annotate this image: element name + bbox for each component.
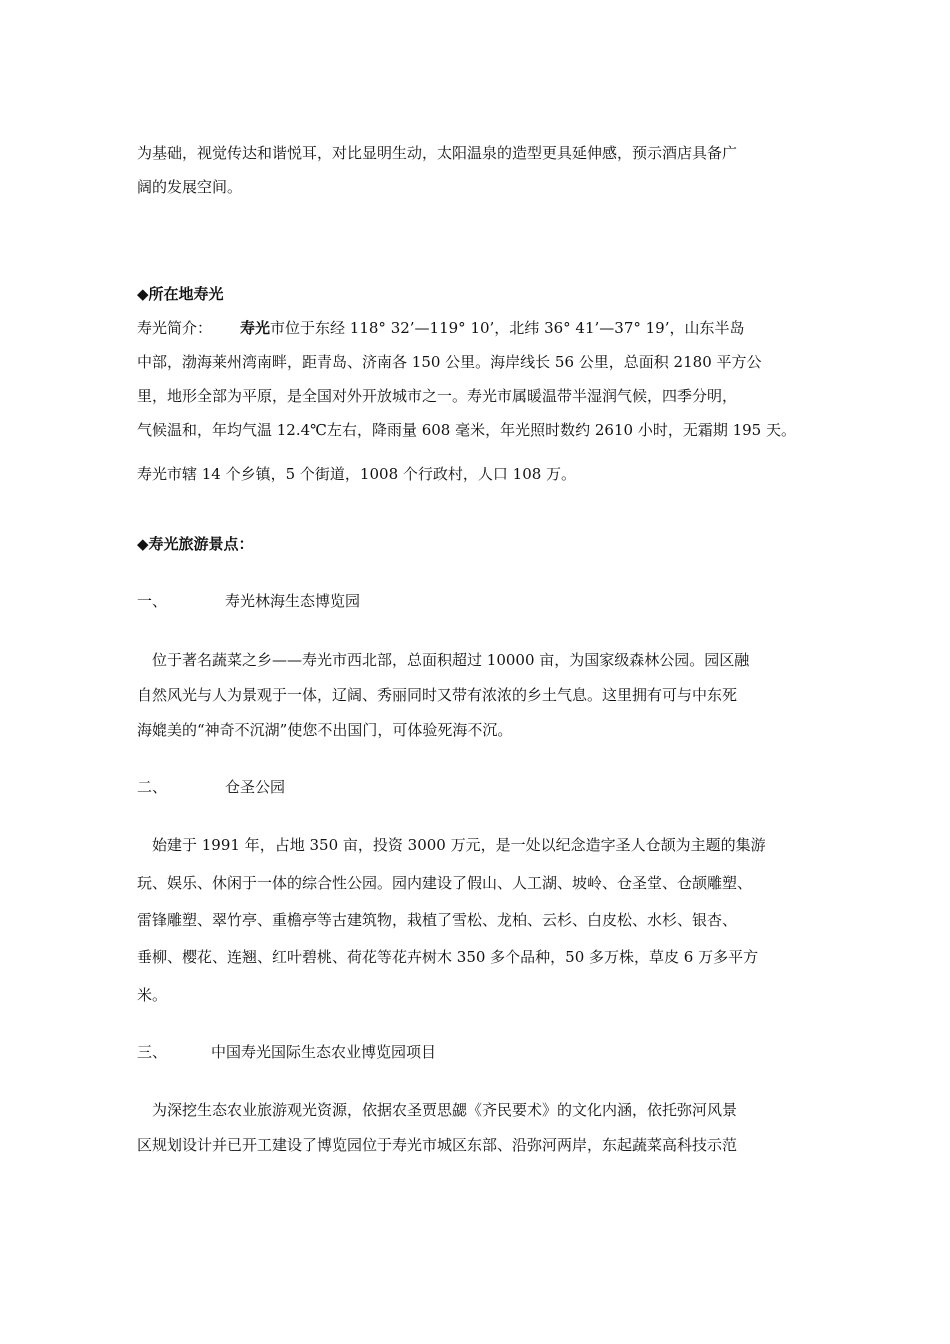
attraction-paragraph-line: 米。 [137,986,168,1004]
section-heading-location: ◆所在地寿光 [137,285,224,303]
attraction-paragraph-line: 自然风光与人为景观于一体，辽阔、秀丽同时又带有浓浓的乡土气息。这里拥有可与中东死 [137,686,738,704]
attraction-item-heading [137,777,285,797]
attraction-paragraph-line [137,1100,737,1120]
attraction-title: 仓圣公园 [225,778,286,796]
attraction-title: 寿光林海生态博览园 [225,592,361,610]
location-line: 里，地形全部为平原，是全国对外开放城市之一。寿光市属暖温带半湿润气候，四季分明， [137,387,738,405]
attraction-paragraph-line: 垂柳、樱花、连翘、红叶碧桃、荷花等花卉树木 350 多个品种，50 多万株，草皮 6 万多平方 [137,948,759,966]
location-line1-rest: 市位于东经 118° 32’—119° 10’，北纬 36° 41’—37° 19’，山东半岛 [270,319,745,337]
attraction-title: 中国寿光国际生态农业博览园项目 [211,1043,437,1061]
attraction-text: 始建于 1991 年，占地 350 亩，投资 3000 万元，是一处以纪念造字圣人仓颉为主题的集游 [152,836,766,854]
location-line: 气候温和，年均气温 12.4℃左右，降雨量 608 毫米，年光照时数约 2610 小时，无霜期 195 天。 [137,421,796,439]
location-intro-line [137,318,745,338]
location-bold-term: 寿光 [240,319,271,337]
attraction-item-heading [137,591,360,611]
intro-line: 为基础，视觉传达和谐悦耳，对比显明生动，太阳温泉的造型更具延伸感，预示酒店具备广 [137,144,738,162]
attraction-text: 为深挖生态农业旅游观光资源，依据农圣贾思勰《齐民要术》的文化内涵，依托弥河风景 [152,1101,738,1119]
attraction-number: 三、 [137,1043,168,1061]
location-line: 寿光市辖 14 个乡镇，5 个街道，1008 个行政村，人口 108 万。 [137,465,577,483]
location-line: 中部，渤海莱州湾南畔，距青岛、济南各 150 公里。海岸线长 56 公里，总面积 2180 平方公 [137,353,762,371]
attraction-text: 位于著名蔬菜之乡——寿光市西北部，总面积超过 10000 亩，为国家级森林公园。园区融 [152,651,750,669]
attraction-paragraph-line: 玩、娱乐、休闲于一体的综合性公园。园内建设了假山、人工湖、坡岭、仓圣堂、仓颉雕塑、 [137,874,753,892]
attraction-paragraph-line [137,835,766,855]
attraction-number: 一、 [137,592,168,610]
attraction-number: 二、 [137,778,168,796]
attraction-paragraph-line: 雷锋雕塑、翠竹亭、重檐亭等古建筑物，栽植了雪松、龙柏、云杉、白皮松、水杉、银杏、 [137,911,738,929]
attraction-paragraph-line: 海媲美的“神奇不沉湖”使您不出国门，可体验死海不沉。 [137,721,513,739]
location-label: 寿光简介： [137,319,213,337]
attraction-item-heading [137,1042,436,1062]
attraction-paragraph-line: 区规划设计并已开工建设了博览园位于寿光市城区东部、沿弥河两岸，东起蔬菜高科技示范 [137,1136,738,1154]
attraction-paragraph-line [137,650,749,670]
intro-line: 阔的发展空间。 [137,178,243,196]
section-heading-attractions: ◆寿光旅游景点： [137,535,254,553]
